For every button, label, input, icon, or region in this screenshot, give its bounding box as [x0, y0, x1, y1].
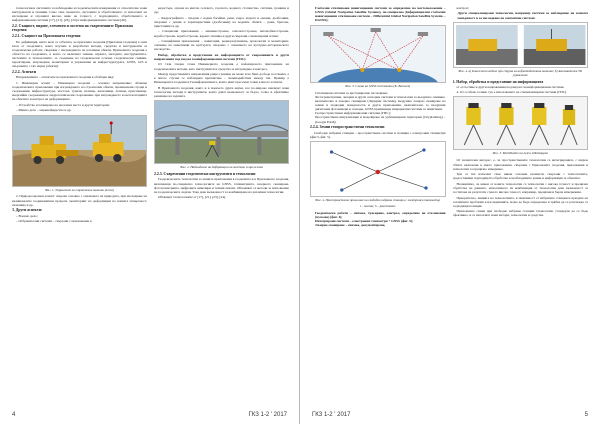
page-number: 5	[584, 412, 588, 418]
paragraph: По дефиниция, както вече се отбеляза, че приложна геодезия (Приложна геодезия) е онзи клон от геодезията, която изучава и разработва методи, средства и инструменти за геодезически работи, свързани с изграждането на различни обекти. Приложната геодезия е областта на геодезията, в която се включват знания, науката, методите, инструментите, системите и технологиите, за създаване на геодезически основи, геодезически снимки, проектиране, изграждане, мониторинг и управление на инфраструктурата, GNSS, GIS и свързаните с тях науки (обекти).	[12, 39, 147, 69]
paragraph: Приложните схеми при свободно избрани станции технологии, стандарти да се бъде ефективно, и се използват нови методи, технологии и средства.	[452, 209, 588, 218]
journal-name: ГКЗ 1-2 ' 2017	[248, 412, 287, 418]
figure-5-photos	[453, 22, 589, 68]
subsection-heading: 2.2.3. Съвременни геодезически инструменти и технологии	[154, 172, 256, 177]
paragraph: – Специални приложения – машиностроене, самолетостроене, автомобилостроене, корабостроене, корабостроене, ядрена техника и други свързани с инженерния аспект.	[154, 29, 289, 38]
bullet-item: • Лазерно сканиране – снимка, документиране,	[315, 223, 446, 227]
figure-4-station-diagram	[310, 141, 446, 197]
bullet-item: • Интегрирани системи – електронни тахиметри + GNSS (фиг. 5);	[315, 219, 446, 223]
left-page-column-2	[154, 6, 289, 398]
paragraph: – Отбранителни системи – свързани с приложение в	[16, 219, 92, 224]
figure-1-photo	[12, 115, 147, 187]
paragraph: Направленията – аспектите на приложната геодезия в обобщен вид:	[16, 75, 115, 80]
figure-4-legend: t – посока; S – разстояние	[359, 203, 396, 208]
paragraph: технологии и системите за наблюдение и геодезическите измервания са относително нови инструменти и техники. Само така сценатата, системите и обработването се използват на изследване и отразяват високо ниво на точност, с подходящите, обработването и информационни системи [17], [21], [23], [24] и информационните системи [40].	[12, 6, 147, 23]
subsection-heading: 2.2.2. Аспекти	[12, 70, 36, 75]
right-page-footer	[312, 412, 588, 420]
subsection-heading: 3. Други аспекти:	[12, 208, 43, 213]
bullet-item: • Спътникови системи за дистанционно изследване;	[315, 91, 446, 95]
subsection-heading: 3. Набор, обработка и представяне на информацията	[452, 79, 544, 84]
paragraph: – Минно дело – маркшайдерство и др.	[16, 108, 72, 113]
paragraph: В Приложната геодезия, както и в повечето други науки, все по-широко навлизат нови технологии, методи и инструменти, които дават възможност за бързо, точно и ефективно решаване на задачите.	[154, 85, 289, 99]
paragraph: Обхващат технологиите от [17], [21], [23], [24].	[158, 195, 227, 200]
paragraph: Приоритетно, линията на технологиите, в зависимост от избраните станции и нуждите на различните проблеми в изследванията, може да бъде определена и трябва да се разглежда от подходящи позиции.	[452, 195, 588, 208]
paragraph: Независимо, че някои от новите технологии са технологии с висока точност и прецизна обработка на данните, използването на комбинация от технологии дава възможност за постигане на резултати с много висока точност, например, прецизни и бързи измервания.	[452, 181, 588, 195]
paragraph: Геодезическите технологии за нашите приложения в геодезията и в Приложната геодезия, включващи по-специално технологиите на GNSS, тахиметрията, лазерното сканиране, фотограметрията, цифровите нивелири и техния анализ. Обновяват се методи за изпълнение на геодезическите задачи. Това дава възможност за комбиниране на различни технологии.	[154, 177, 289, 194]
right-page-column-1	[310, 6, 446, 398]
figure-2-photo	[154, 100, 289, 164]
paragraph: от отсъствие и други направления под вид на геоинформационни системи.	[456, 84, 565, 89]
right-page	[300, 0, 600, 424]
section-heading: 2.2. Същност, видове, елементи и системи на съвременните Приложна геодезия	[12, 24, 133, 33]
figure-3-gnss-diagram	[310, 25, 446, 83]
paragraph: От значителен интерес, е, че пространствените технологии са интегрираните, с широк обхват, включени в много приложения, свързани с Приложната геодезия, приложения и технологии за прецизно измерване.	[452, 158, 588, 171]
bullet-item: • Други специализирани технологии, например системи за наблюдение на земната повърхност и за изследване на сеизмични системи.	[458, 11, 589, 19]
bullet-item: • Пространствена визуализация и моделиране на урбанизирани територии (Cityplanning) – (Google Earth);	[315, 115, 446, 123]
page-number: 4	[12, 412, 16, 418]
paragraph: От тази гледна точка Инженерната геодезия е най-широкото приложение на геодезическите методи, като инструменти и средства за изграждане и контрол.	[154, 62, 289, 71]
bullet-item: • Геодезически работи – снимка, трасиране, контрол, определяне на отклонения (пусково) (фиг. 4);	[315, 211, 446, 219]
paragraph: кадастъра, охрана на имоти, селското, горското, водното стопанство, системи, граници и др.;	[154, 6, 289, 15]
paragraph: 2. Природоохранен аспект: свързан основно с опазването на природата, при изследване на възникналите геодинамични процеси, мониторинг на деформации на земната повърхност, свлачища и др.	[12, 194, 147, 207]
paragraph: Свободно избрани станции – пространствена система и позиция с електронни тахиметри (фиг.3, фиг. 5).	[310, 130, 446, 139]
paragraph: – Военно дело;	[16, 213, 38, 218]
figure-6-caption: Фиг. 5. MultiStation на Leica, Швейцария	[492, 151, 548, 156]
left-page-footer	[12, 412, 287, 420]
paragraph-bold: Набор, обработка и представяне на информацията от съвременните и други направления под вид на геоинформационни системи (ГИС).	[154, 52, 289, 61]
paragraph: 4. От особено голямо тук е използването на специализирани системи (ГИС).	[456, 90, 567, 95]
figure-3-caption: Фиг. 3. Схема на GNSS системата (K. Василев)	[345, 83, 411, 88]
paragraph: – Устройство и планиране на населени места и други територии;	[16, 102, 110, 107]
paragraph: Между представените направления рядко граница не може и не бива да бъде поставена, а в много случаи се наблюдава преплитане – взаимодействие между тях. Пример е Инженерната геодезия и Геоинформатиката, които имат пресечни точки в много аспекти.	[154, 71, 289, 85]
figure-6-instruments-photo	[453, 96, 589, 150]
bullet-item: • Геопространствени информационни системи (ГИС);	[315, 111, 446, 115]
figure-2-caption: Фиг. 2. Наблюдение на деформации на мостови съоръжения	[180, 165, 263, 170]
figure-4-caption: Фиг. 4. Пространствено прилагане на свободно избрани станции с електронен тахиметър	[315, 197, 441, 202]
paragraph: 1. Инженерен аспект – Инженерна геодезия – основно направление: обхваща геодезическите приложения при изграждането на строителни обекти, промишлени сгради и съоръжения, инфраструктура, мостове, тунели, пътища, железници, летища, пристанища, енергийни съоръжения и хидротехнически съоръжения, при изграждането и експлоатацията на обектите и контрол на деформациите.	[12, 80, 147, 102]
left-page-column-1	[12, 6, 147, 398]
journal-name: ГКЗ 1-2 ' 2017	[312, 412, 351, 418]
paragraph: – Хидрографията – свързан с водни басейни, реки, езера, морета и океани, дълбочини, свързани с данни и характеристики (дълбочини) на водните обекти – реки, брегове, пристанища и др.	[154, 15, 289, 28]
paragraph: Три от тях изпълват само някои основни елементи, свързани с технологиите, предоставящи подходящата обработка и необходимите данни и информация за обектите.	[452, 172, 588, 181]
paragraph: контрол;	[456, 6, 469, 10]
bullet-item: • Фотограметрични, лазерни и други сензорни системи и технологии за въздушно снимане, включително и лазерно сканиране (Лидарни системи), въздушно лазерно сканиране на земни и подводни повърхности и други приложения, включително за въздушни дигитални фотокамери и сензори, GNSS приемници, инерциални системи за навигация;	[315, 95, 446, 112]
subsection-heading: 2.2.1. Същност на Приложната геодезия	[12, 34, 81, 39]
right-page-column-2	[453, 6, 589, 398]
bullet-item: • Глобални спътникови навигационни системи за определяне на местоположение – GNSS (Global Navigation Satellite Systems), по-специално Диференциални глобални навигационни спътникови системи – Differential Global Navigation Satellite Systems – DGNSS);	[315, 6, 446, 23]
figure-1-caption: Фиг. 1. Управление на строителни машини (Leica)	[45, 187, 114, 192]
paragraph: – Специфични приложения – навигация, радиоразузнаване, археология и мониторинг, опазване на паметници на културата, свързано с опазването на културно-историческото наследство.	[154, 38, 289, 52]
subsection-heading: 2.2.4. Земни геопространствени технологии	[310, 125, 385, 130]
figure-5-caption: Фиг. 4. а) Класическо водене при струва за асфалтобетонна машина; б) Автоматичен 3D управление	[458, 68, 583, 77]
